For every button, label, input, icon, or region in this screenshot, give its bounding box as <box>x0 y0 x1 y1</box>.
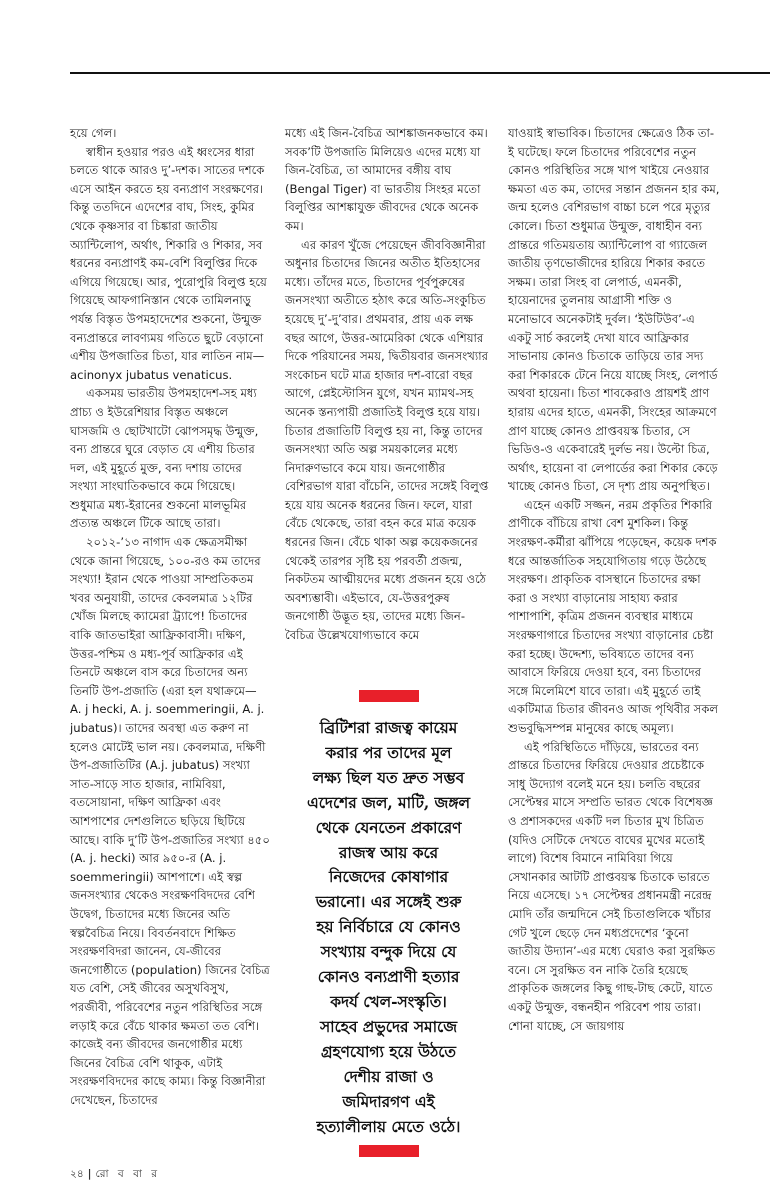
pull-quote-line: জমিদারগণ এই <box>342 1092 435 1111</box>
pull-quote-line: রাজস্ব আয় করে <box>338 843 439 862</box>
pull-quote-line: হয় নির্বিচারে যে কোনও <box>316 918 461 937</box>
pull-quote-bottom-bar <box>359 1145 419 1157</box>
article-column-3 <box>508 124 720 1035</box>
paragraph: স্বাধীন হওয়ার পরও এই ধ্বংসের ধারা চলতে থাকে আরও দু’-দশক। সাতের দশকে এসে আইন করতে হয় বন্যপ্রাণ সংরক্ষণের। কিন্তু ততদিনে এদেশের বাঘ, সিংহ, কুমির থেকে কৃষ্ণসার বা চিঙ্কারা জাতীয় অ্যান্টিলোপ, অর্থাৎ, শিকারি ও শিকার, সব ধরনের বন্যপ্রাণই কম-বেশি বিলুপ্তির দিকে এগিয়ে গিয়েছে। আর, পুরোপুরি বিলুপ্ত হয়ে গিয়েছে আফগানিস্তান থেকে তামিলনাড়ু পর্যন্ত বিস্তৃত উপমহাদেশের শুকনো, উন্মুক্ত বন্যপ্রান্তরে লাবণ্যময় গতিতে ছুটে বেড়ানো এশীয় উপজাতির চিতা, যার লাতিন নাম— acinonyx jubatus venaticus. <box>70 144 267 382</box>
paragraph: হয়ে গেল। <box>70 126 117 140</box>
pull-quote-line: করার পর তাদের মূল <box>325 743 452 762</box>
pull-quote-line: এদেশের জল, মাটি, জঙ্গল <box>306 793 470 812</box>
paragraph: এই পরিস্থিতিতে দাঁড়িয়ে, ভারতের বন্য প্রান্তরে চিতাদের ফিরিয়ে দেওয়ার প্রচেষ্টাকে সাধু উদ্যোগ বলেই মনে হয়। চলতি বছরের সেপ্টেম্বর মাসে সম্প্রতি ভারত থেকে বিশেষজ্ঞ ও প্রশাসকদের একটি দল চিতার মুখ চিত্রিত (যদিও সেটিকে দেখতে বাঘের মুখের মতোই লাগে) বিশেষ বিমানে নামিবিয়া গিয়ে সেখানকার আটটি প্রাপ্তবয়স্ক চিতাকে ভারতে নিয়ে এসেছে। ১৭ সেপ্টেম্বর প্রধানমন্ত্রী নরেন্দ্র মোদি তাঁর জন্মদিনে সেই চিতাগুলিকে খাঁচার গেট খুলে ছেড়ে দেন মধ্যপ্রদেশের ‘কুনো জাতীয় উদ্যান’-এর মধ্যে ঘেরাও করা সুরক্ষিত বনে। সে সুরক্ষিত বন নাকি তৈরি হয়েছে প্রাকৃতিক জঙ্গলের কিছু গাছ-টাছ কেটে, যাতে একটু উন্মুক্ত, বন্ধনহীন পরিবেশ পায় তারা। শোনা যাচ্ছে, সে জায়গায় <box>508 739 716 1033</box>
article-column-2 <box>285 124 492 645</box>
paragraph: একসময় ভারতীয় উপমহাদেশ-সহ মধ্য প্রাচ্য ও ইউরেশিয়ার বিস্তৃত অঞ্চলে ঘাসজমি ও ছোটখাটো ঝোপসমৃদ্ধ উন্মুক্ত, বন্য প্রান্তরে ঘুরে বেড়াত যে এশীয় চিতার দল, এই মুহূর্তে মুক্ত, বন্য দশায় তাদের সংখ্যা সাংঘাতিকভাবে কমে গিয়েছে। শুধুমাত্র মধ্য-ইরানের শুকনো মালভূমির প্রত্যন্ত অঞ্চলে টিকে আছে তারা। <box>70 386 259 531</box>
pull-quote-line: সংখ্যায় বন্দুক দিয়ে যে <box>320 943 457 962</box>
paragraph: এর কারণ খুঁজে পেয়েছেন জীববিজ্ঞানীরা অধুনার চিতাদের জিনের অতীত ইতিহাসের মধ্যে। তাঁদের মতে, চিতাদের পূর্বপুরুষের জনসংখ্যা অতীতে হঠাৎ করে অতি-সংকুচিত হয়েছে দু’-দু’বার। প্রথমবার, প্রায় এক লক্ষ বছর আগে, উত্তর-আমেরিকা থেকে এশিয়ার দিকে পরিযানের সময়, দ্বিতীয়বার জনসংখ্যার সংকোচন ঘটে মাত্র হাজার দশ-বারো বছর আগে, প্লেইস্টোসিন যুগে, যখন ম্যামথ-সহ অনেক স্তন্যপায়ী প্রজাতিই বিলুপ্ত হয়ে যায়। চিতার প্রজাতিটি বিলুপ্ত হয় না, কিন্তু তাদের জনসংখ্যা অতি অল্প সময়কালের মধ্যে নিদারুণভাবে কমে যায়। জনগোষ্ঠীর বেশিরভাগ যারা বাঁচেনি, তাদের সঙ্গেই বিলুপ্ত হয়ে যায় অনেক ধরনের জিন। ফলে, যারা বেঁচে থেকেছে, তারা বহন করে মাত্র কয়েক ধরনের জিন। বেঁচে থাকা অল্প কয়েকজনের থেকেই তারপর সৃষ্টি হয় পরবর্তী প্রজন্ম, নিকটতম আত্মীয়দের মধ্যে প্রজনন হয়ে ওঠে অবশ্যম্ভাবী। এইভাবে, যে-উত্তরপুরুষ জনগোষ্ঠী উদ্ভূত হয়, তাদের মধ্যে জিন-বৈচিত্র উল্লেখযোগ্যভাবে কমে <box>285 237 489 643</box>
magazine-name: রো ব বা র <box>95 1168 161 1180</box>
pull-quote-line: ভরানো। এর সঙ্গেই শুরু <box>315 893 462 912</box>
pull-quote-line: ব্রিটিশরা রাজত্ব কায়েম <box>319 719 458 737</box>
pull-quote-line: নিজেদের কোষাগার <box>328 868 449 887</box>
pull-quote-line: থেকে যেনতেন প্রকারেণ <box>315 818 462 837</box>
header-rule <box>70 72 770 74</box>
pull-quote-line: কোনও বন্যপ্রাণী হত্যার <box>317 968 460 987</box>
paragraph: এহেন একটি সজ্জন, নরম প্রকৃতির শিকারি প্রাণীকে বাঁচিয়ে রাখা বেশ মুশকিল। কিন্তু সংরক্ষণ-কর্মীরা ঝাঁপিয়ে পড়েছেন, কয়েক দশক ধরে আন্তর্জাতিক সহযোগিতায় গড়ে উঠেছে সংরক্ষণ। প্রাকৃতিক বাসস্থানে চিতাদের রক্ষা করা ও সংখ্যা বাড়ানোয় সাহায্য করার পাশাপাশি, কৃত্রিম প্রজনন ব্যবস্থার মাধ্যমে সংরক্ষণাগারে চিতাদের সংখ্যা বাড়ানোর চেষ্টা করা হচ্ছে। উদ্দেশ্য, ভবিষ্যতে তাদের বন্য আবাসে ফিরিয়ে দেওয়া হবে, বন্য চিতাদের সঙ্গে মিলেমিশে যাবে তারা। এই মুহূর্তে তাই একটিমাত্র চিতার জীবনও আজ পৃথিবীর সকল শুভবুদ্ধিসম্পন্ন মানুষের কাছে অমূল্য। <box>508 497 719 735</box>
paragraph: মধ্যে এই জিন-বৈচিত্র আশঙ্কাজনকভাবে কম। সবক’টি উপজাতি মিলিয়েও এদের মধ্যে যা জিন-বৈচিত্র, তা আমাদের বঙ্গীয় বাঘ (Bengal Tiger) বা ভারতীয় সিংহর মতো বিলুপ্তির আশঙ্কাযুক্ত জীবদের থেকে অনেক কম। <box>285 126 488 233</box>
page-number: ২৪ <box>70 1168 84 1180</box>
pull-quote-line: কদর্য খেল-সংস্কৃতি। <box>330 992 447 1011</box>
pull-quote-top-bar <box>359 690 419 702</box>
paragraph: যাওয়াই স্বাভাবিক। চিতাদের ক্ষেত্রেও ঠিক তা-ই ঘটেছে। ফলে চিতাদের পরিবেশের নতুন কোনও পরিস্থিতির সঙ্গে খাপ খাইয়ে নেওয়ার ক্ষমতা এত কম, তাদের সন্তান প্রজনন হার কম, জন্ম হলেও বেশিরভাগ বাচ্চা চলে পরে মৃত্যুর কোলে। চিতা শুধুমাত্র উন্মুক্ত, বাধাহীন বন্য প্রান্তরে গতিময়তায় অ্যান্টিলোপ বা গ্যাজেল জাতীয় তৃণভোজীদের হারিয়ে শিকার করতে সক্ষম। তারা সিংহ বা লেপার্ড, এমনকী, হায়েনাদের তুলনায় আগ্রাসী শক্তি ও মনোভাবে অনেকটাই দুর্বল। ‘ইউটিউব’-এ একটু সার্চ করলেই দেখা যাবে আফ্রিকার সাভানায় কোনও চিতাকে তাড়িয়ে তার সদ্য করা শিকারকে টেনে নিয়ে যাচ্ছে সিংহ, লেপার্ড অথবা হায়েনা। চিতা শাবকেরাও প্রায়শই প্রাণ হারায় এদের হাতে, এমনকী, সিংহের আক্রমণে প্রাণ যাচ্ছে কোনও প্রাপ্তবয়স্ক চিতার, সে ভিডিও-ও একেবারেই দুর্লভ নয়। উল্টো চিত্র, অর্থাৎ, হায়েনা বা লেপার্ডের করা শিকার কেড়ে খাচ্ছে কোনও চিতা, সে দৃশ্য প্রায় অনুপস্থিত। <box>508 126 720 494</box>
page-footer <box>70 1167 160 1184</box>
pull-quote <box>289 690 488 1157</box>
pull-quote-line: হত্যালীলায় মেতে ওঠে। <box>316 1117 461 1136</box>
pull-quote-line: দেশীয় রাজা ও <box>343 1067 434 1086</box>
pull-quote-line: গ্রহণযোগ্য হয়ে উঠতে <box>321 1042 456 1061</box>
article-column-1 <box>70 124 270 1109</box>
footer-separator: | <box>87 1168 92 1180</box>
paragraph: ২০১২-’১৩ নাগাদ এক ক্ষেত্রসমীক্ষা থেকে জানা গিয়েছে, ১০০-রও কম তাদের সংখ্যা! ইরান থেকে পাওয়া সাম্প্রতিকতম খবর অনুযায়ী, তাদের কেবলমাত্র ১২টির খোঁজ মিলছে ক্যামেরা ট্র্যাপে! চিতাদের বাকি জাতভাইরা আফ্রিকাবাসী। দক্ষিণ, উত্তর-পশ্চিম ও মধ্য-পূর্ব আফ্রিকার এই তিনটে অঞ্চলে বাস করে চিতাদের অন্য তিনটি উপ-প্রজাতি (এরা হল যথাক্রমে— A. j hecki, A. j. soemmeringii, A. j. jubatus)। তাদের অবস্থা এত করুণ না হলেও মোটেই ভাল নয়। কেবলমাত্র, দক্ষিণী উপ-প্রজাতিটির (A.j. jubatus) সংখ্যা সাত-সাড়ে সাত হাজার, নামিবিয়া, বতসোয়ানা, দক্ষিণ আফ্রিকা এবং আশপাশের দেশগুলিতে ছড়িয়ে ছিটিয়ে আছে। বাকি দু’টি উপ-প্রজাতির সংখ্যা ৪৫০ (A. j. hecki) আর ৯৫০-র (A. j. soemmeringii) আশপাশে। এই স্বল্প জনসংখ্যার থেকেও সংরক্ষণবিদদের বেশি উদ্বেগ, চিতাদের মধ্যে জিনের অতি স্বল্পবৈচিত্র নিয়ে। বিবর্তনবাদে শিক্ষিত সংরক্ষণবিদরা জানেন, যে-জীবের জনগোষ্ঠীতে (population) জিনের বৈচিত্র যত বেশি, সেই জীবের অসুখবিসুখ, পরজীবী, পরিবেশের নতুন পরিস্থিতির সঙ্গে লড়াই করে বেঁচে থাকার ক্ষমতা তত বেশি। কাজেই বন্য জীবদের জনগোষ্ঠীর মধ্যে জিনের বৈচিত্র বেশি থাকুক, এটাই সংরক্ষণবিদদের কাছে কাম্য। কিন্তু বিজ্ঞানীরা দেখেছেন, চিতাদের <box>70 535 270 1107</box>
pull-quote-line: লক্ষ্য ছিল যত দ্রুত সম্ভব <box>312 768 465 787</box>
pull-quote-line: সাহেব প্রভুদের সমাজে <box>319 1017 457 1036</box>
